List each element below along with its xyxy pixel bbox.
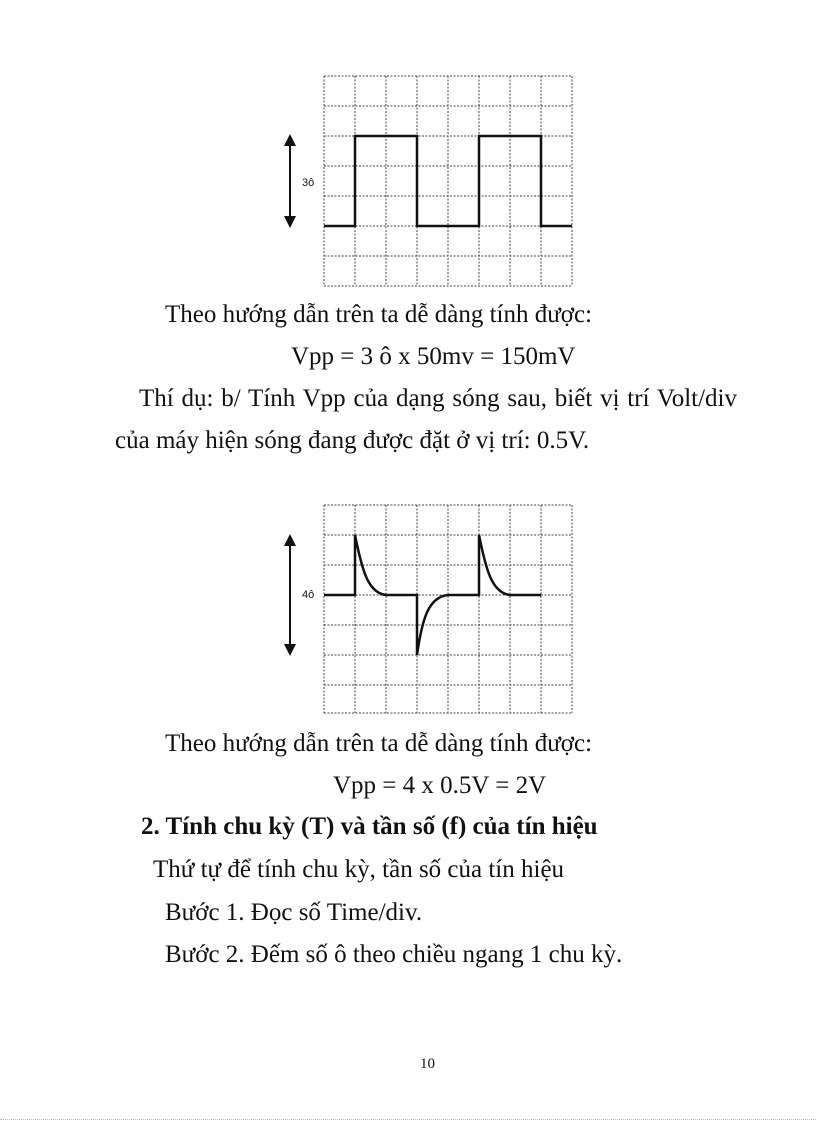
section-heading: 2. Tính chu kỳ (T) và tần số (f) của tín hiệu <box>141 813 598 840</box>
formula-vpp-2: Vpp = 4 x 0.5V = 2V <box>333 772 547 799</box>
intro-line: Thứ tự để tính chu kỳ, tần số của tín hiệu <box>153 856 565 883</box>
page-number: 10 <box>420 1056 435 1072</box>
example-b-paragraph: Thí dụ: b/ Tính Vpp của dạng sóng sau, biết vị trí Volt/div của máy hiện sóng đang được đặt ở vị trí: 0.5V. <box>115 385 737 454</box>
page-bottom-rule <box>0 1119 816 1120</box>
square-wave-figure <box>276 70 576 295</box>
step-1: Bước 1. Đọc số Time/div. <box>165 899 423 926</box>
scale-label-4o: 4ô <box>302 589 315 601</box>
text-line-1: Theo hướng dẫn trên ta dễ dàng tính được: <box>165 301 593 328</box>
amplitude-arrow-2 <box>284 534 296 656</box>
step-2: Bước 2. Đếm số ô theo chiều ngang 1 chu kỳ. <box>165 941 623 968</box>
spike-wave-figure <box>276 500 576 725</box>
oscilloscope-grid-1 <box>324 76 572 286</box>
oscilloscope-grid-2 <box>324 505 572 713</box>
formula-vpp-1: Vpp = 3 ô x 50mv = 150mV <box>291 343 576 370</box>
scale-label-3o: 3ô <box>302 177 315 189</box>
text-line-2: Theo hướng dẫn trên ta dễ dàng tính được: <box>165 730 593 757</box>
amplitude-arrow-1 <box>284 134 296 228</box>
